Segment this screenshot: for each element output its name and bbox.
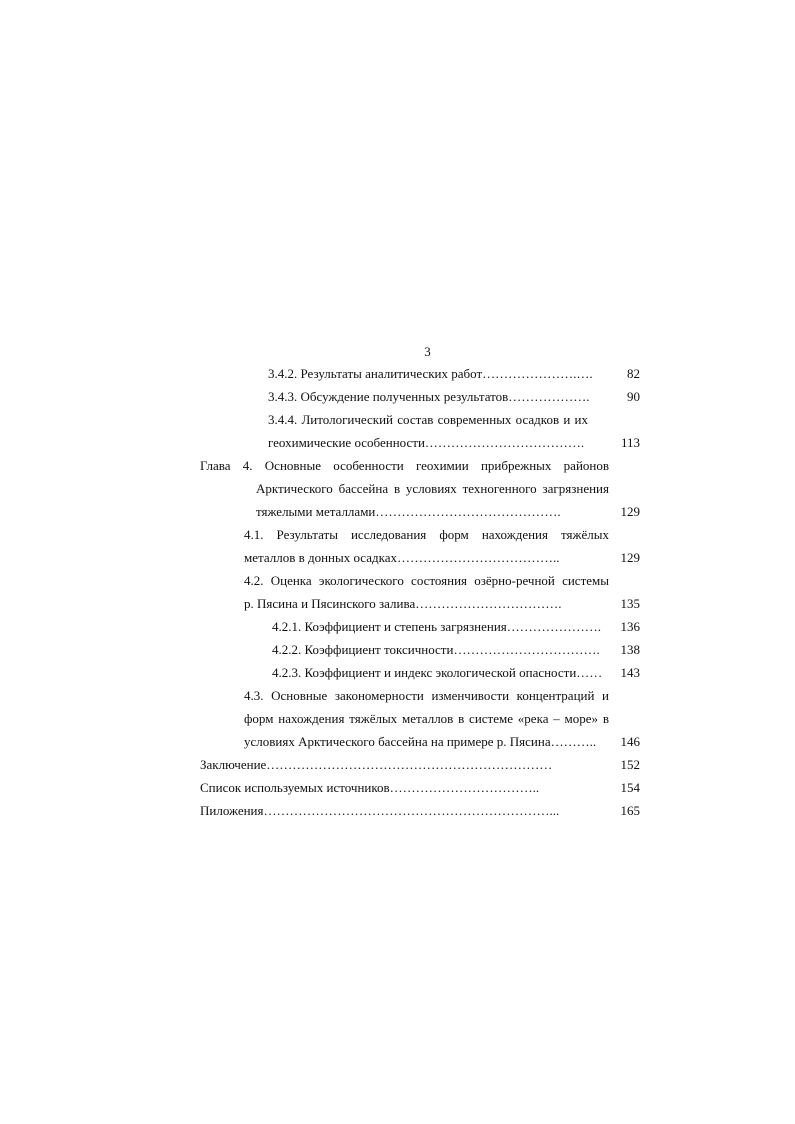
toc-entry-text: условиях Арктического бассейна на примере р. Пясина……….. bbox=[244, 734, 597, 749]
toc-entry-text: Список используемых источников…………………………….. bbox=[200, 780, 540, 795]
toc-entry-4-3 bbox=[200, 684, 640, 753]
toc-entry-chapter-4 bbox=[200, 454, 640, 523]
toc-entry-page: 90 bbox=[627, 389, 640, 404]
toc-entry-text: 3.4.2. Результаты аналитических работ………………….…. bbox=[268, 366, 593, 381]
toc-entry-references bbox=[200, 776, 640, 799]
toc-entry-page: 113 bbox=[620, 435, 640, 450]
toc-entry-text: 4.2.1. Коэффициент и степень загрязнения…………………. bbox=[272, 619, 601, 634]
toc-entry-text: Заключение………………………………………………………… bbox=[200, 757, 553, 772]
toc-entry-3-4-3 bbox=[200, 385, 640, 408]
toc-entry-4-1 bbox=[200, 523, 640, 569]
toc-entry-text: Глава 4. Основные особенности геохимии прибрежных районов bbox=[200, 458, 609, 473]
toc-entry-page: 165 bbox=[620, 803, 640, 818]
toc-entry-page: 143 bbox=[620, 665, 640, 680]
toc-entry-4-2-3 bbox=[200, 661, 640, 684]
toc-entry-text: р. Пясина и Пясинского залива……………………………. bbox=[244, 596, 562, 611]
toc-entry-4-2-1 bbox=[200, 615, 640, 638]
toc-entry-4-2-2 bbox=[200, 638, 640, 661]
toc-entry-text: металлов в донных осадках……………………………….. bbox=[244, 550, 560, 565]
toc-entry-conclusion bbox=[200, 753, 640, 776]
toc-entry-text: 4.2.3. Коэффициент и индекс экологической опасности…… bbox=[272, 665, 603, 680]
table-of-contents bbox=[200, 362, 640, 822]
toc-entry-text: 4.1. Результаты исследования форм нахождения тяжёлых bbox=[244, 527, 609, 542]
toc-entry-page: 138 bbox=[620, 642, 640, 657]
toc-entry-text: форм нахождения тяжёлых металлов в системе «река – море» в bbox=[244, 711, 609, 726]
toc-entry-text: 4.2.2. Коэффициент токсичности……………………………. bbox=[272, 642, 600, 657]
toc-entry-text: тяжелыми металлами……………………………………. bbox=[256, 504, 561, 519]
toc-entry-page: 129 bbox=[620, 504, 640, 519]
toc-entry-3-4-4 bbox=[200, 408, 640, 454]
toc-entry-page: 129 bbox=[620, 550, 640, 565]
page-number: 3 bbox=[424, 344, 431, 359]
toc-entry-text: Арктического бассейна в условиях техногенного загрязнения bbox=[256, 481, 609, 496]
toc-entry-text: Пиложения…………………………………………………………... bbox=[200, 803, 560, 818]
toc-entry-page: 152 bbox=[620, 757, 640, 772]
toc-entry-text: 3.4.4. Литологический состав современных осадков и их bbox=[268, 412, 588, 427]
toc-entry-page: 136 bbox=[620, 619, 640, 634]
toc-entry-page: 146 bbox=[620, 734, 640, 749]
toc-entry-text: 4.3. Основные закономерности изменчивости концентраций и bbox=[244, 688, 609, 703]
toc-entry-page: 135 bbox=[620, 596, 640, 611]
toc-entry-text: 4.2. Оценка экологического состояния озёрно-речной системы bbox=[244, 573, 609, 588]
toc-entry-text: 3.4.3. Обсуждение полученных результатов………………. bbox=[268, 389, 590, 404]
toc-entry-page: 154 bbox=[620, 780, 640, 795]
toc-entry-page: 82 bbox=[627, 366, 640, 381]
toc-entry-3-4-2 bbox=[200, 362, 640, 385]
toc-entry-4-2 bbox=[200, 569, 640, 615]
toc-entry-appendices bbox=[200, 799, 640, 822]
toc-entry-text: геохимические особенности………………………………. bbox=[268, 435, 585, 450]
